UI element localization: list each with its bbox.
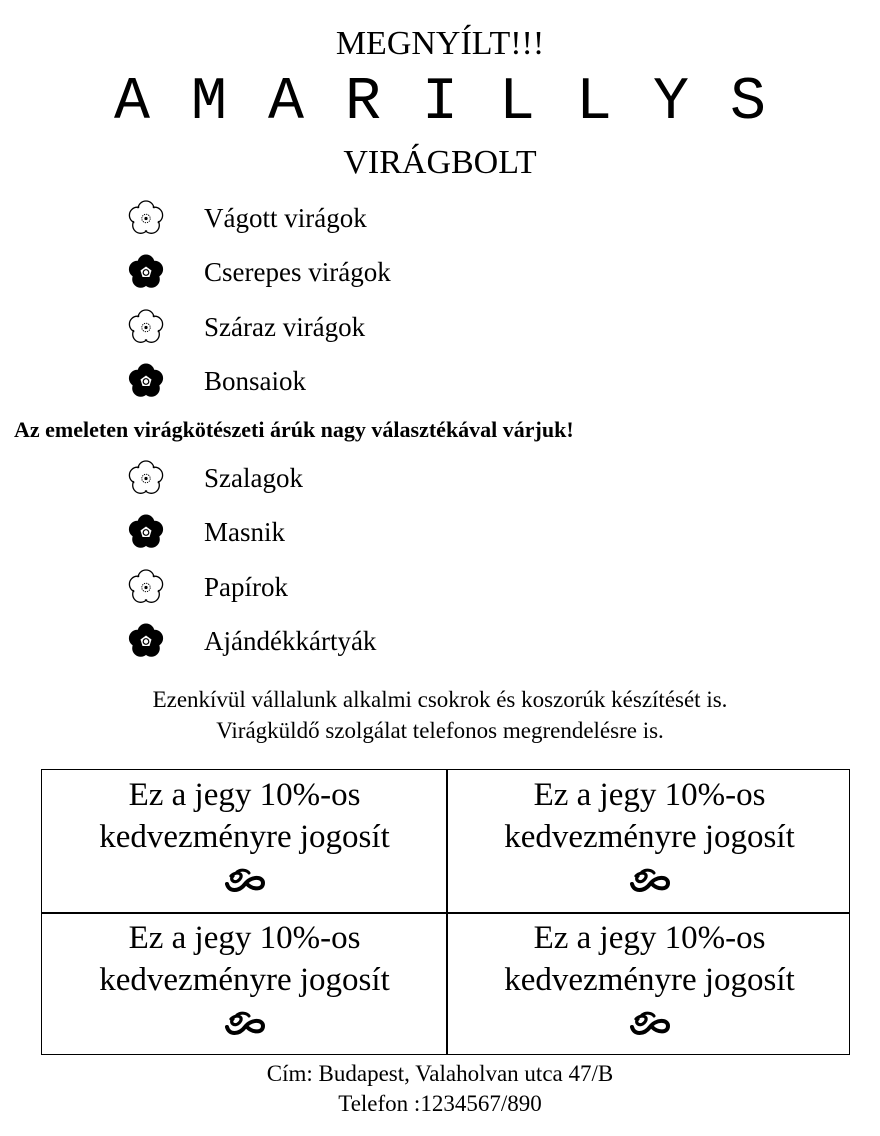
coupon-line-1: Ez a jegy 10%-os — [533, 920, 766, 956]
flower-filled-icon — [126, 252, 166, 292]
list-item — [124, 512, 624, 552]
coupon-line-2: kedvezményre jogosít — [99, 962, 390, 998]
list-item — [124, 198, 624, 238]
list-item-label: Vágott virágok — [204, 203, 367, 233]
coupon-cell — [42, 770, 447, 913]
list-item-label: Cserepes virágok — [204, 257, 391, 287]
coupon-cell — [447, 913, 852, 1056]
extra-services-line-2: Virágküldő szolgálat telefonos megrendelésre is. — [216, 718, 664, 743]
ornament-swirl-icon — [628, 868, 672, 894]
ornament-swirl-icon — [628, 1011, 672, 1037]
list-item — [124, 307, 624, 347]
address: Cím: Budapest, Valaholvan utca 47/B — [266, 1061, 614, 1086]
coupon-line-1: Ez a jegy 10%-os — [128, 777, 361, 813]
list-item-label: Szalagok — [204, 463, 303, 493]
flower-filled-icon — [126, 361, 166, 401]
coupon-cell — [42, 913, 447, 1056]
list-item-label: Száraz virágok — [204, 312, 366, 342]
coupon-line-1: Ez a jegy 10%-os — [533, 777, 766, 813]
flower-outline-icon — [126, 198, 166, 238]
coupon-line-1: Ez a jegy 10%-os — [128, 920, 361, 956]
list-item-label: Bonsaiok — [204, 366, 307, 396]
extra-services-line-1: Ezenkívül vállalunk alkalmi csokrok és koszorúk készítését is. — [152, 687, 728, 712]
flower-outline-icon — [126, 307, 166, 347]
list-item-label: Papírok — [204, 572, 288, 602]
ornament-swirl-icon — [223, 1011, 267, 1037]
coupon-line-2: kedvezményre jogosít — [504, 962, 795, 998]
flower-outline-icon — [126, 458, 166, 498]
shop-name: AMARILLYS — [113, 69, 808, 137]
list-item — [124, 567, 624, 607]
ornament-swirl-icon — [223, 868, 267, 894]
coupon-line-2: kedvezményre jogosít — [99, 819, 390, 855]
flower-outline-icon — [126, 567, 166, 607]
flower-filled-icon — [126, 512, 166, 552]
list-item — [124, 458, 624, 498]
coupon-table — [41, 769, 850, 1055]
list-item — [124, 361, 624, 401]
coupon-cell — [447, 770, 852, 913]
upstairs-notice: Az emeleten virágkötészeti árúk nagy választékával várjuk! — [14, 417, 574, 442]
headline: MEGNYÍLT!!! — [335, 25, 545, 62]
list-item-label: Ajándékkártyák — [204, 626, 377, 656]
shop-subtitle: VIRÁGBOLT — [343, 144, 537, 181]
list-item — [124, 252, 624, 292]
flower-filled-icon — [126, 621, 166, 661]
coupon-line-2: kedvezményre jogosít — [504, 819, 795, 855]
phone-number: Telefon :1234567/890 — [338, 1091, 542, 1116]
list-item-label: Masnik — [204, 517, 285, 547]
list-item — [124, 621, 624, 661]
table-divider-horizontal — [42, 912, 849, 914]
